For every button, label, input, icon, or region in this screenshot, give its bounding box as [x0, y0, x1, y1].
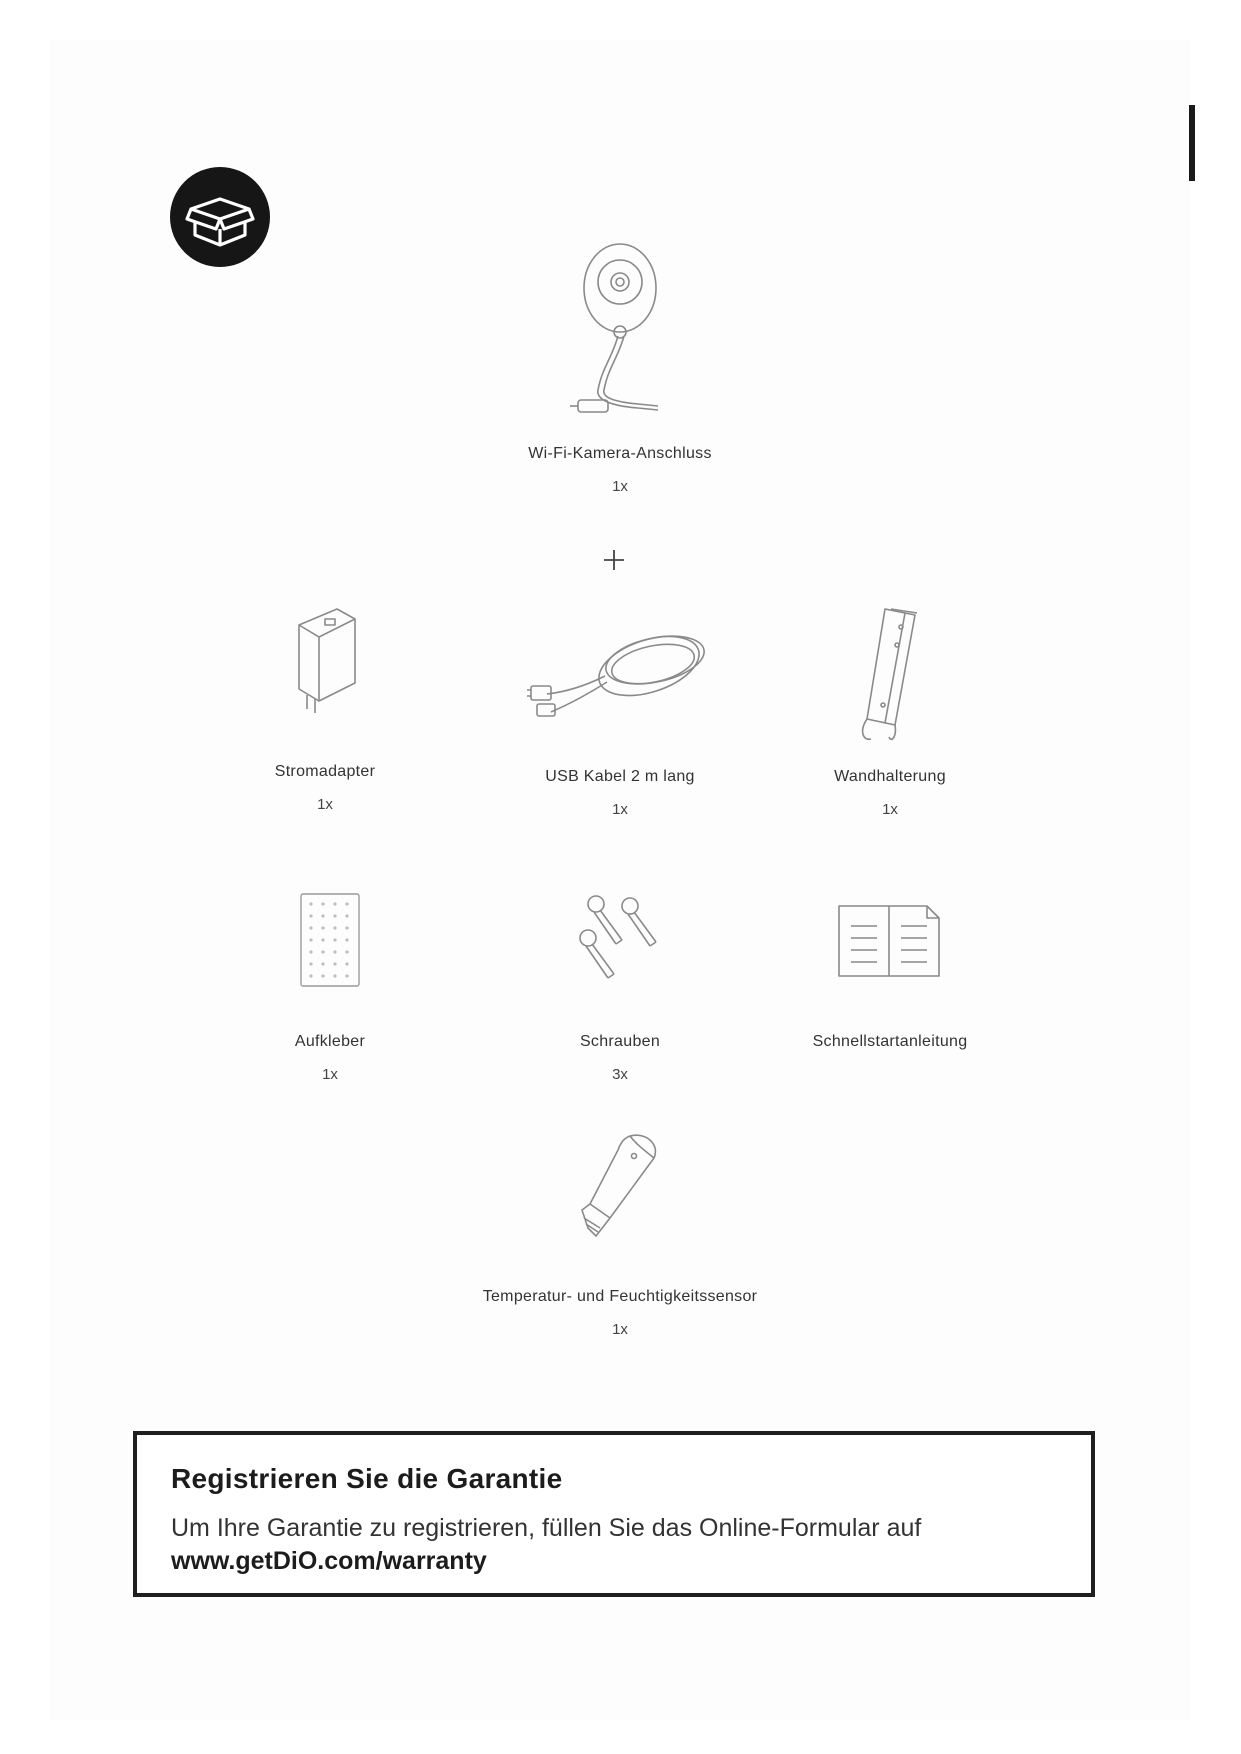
- item-label: Schnellstartanleitung: [812, 1033, 968, 1050]
- item-quantity: 1x: [317, 796, 333, 813]
- item-stickers: [235, 890, 425, 1090]
- item-usb-cable: [505, 620, 735, 820]
- item-quantity: 1x: [612, 1321, 628, 1338]
- usb-cable-icon: [525, 620, 715, 730]
- sticker-sheet-icon: [295, 890, 365, 990]
- item-quantity: 1x: [612, 478, 628, 495]
- item-temperature-humidity-sensor: [420, 1130, 820, 1345]
- warranty-instructions: Um Ihre Garantie zu registrieren, füllen Sie das Online-Formular auf: [171, 1514, 922, 1542]
- item-quantity: 1x: [322, 1066, 338, 1083]
- power-adapter-icon: [285, 605, 365, 715]
- wifi-camera-icon: [560, 240, 680, 420]
- page-edge-marker: [1189, 105, 1195, 181]
- item-wifi-camera: [470, 240, 770, 500]
- wall-mount-icon: [845, 605, 935, 745]
- quick-start-guide-icon: [835, 900, 945, 980]
- item-label: Temperatur- und Feuchtigkeitssensor: [482, 1288, 758, 1305]
- item-label: Wandhalterung: [834, 768, 946, 785]
- package-contents-icon: [170, 167, 270, 267]
- item-quick-start-guide: [790, 900, 990, 1060]
- warranty-registration-box: [133, 1431, 1095, 1597]
- item-label: Schrauben: [579, 1033, 661, 1050]
- item-power-adapter: [230, 605, 420, 815]
- item-screws: [525, 890, 715, 1090]
- item-label: Stromadapter: [274, 763, 376, 780]
- item-quantity: 1x: [882, 801, 898, 818]
- warranty-url-link[interactable]: www.getDiO.com/warranty: [171, 1547, 487, 1575]
- item-label: Aufkleber: [294, 1033, 366, 1050]
- screws-icon: [570, 890, 670, 990]
- temperature-humidity-sensor-icon: [560, 1130, 680, 1245]
- warranty-title: Registrieren Sie die Garantie: [171, 1463, 563, 1494]
- item-quantity: 3x: [612, 1066, 628, 1083]
- plus-icon: [602, 548, 626, 572]
- item-label: Wi-Fi-Kamera-Anschluss: [528, 445, 712, 462]
- item-wall-mount: [795, 605, 985, 820]
- item-quantity: 1x: [612, 801, 628, 818]
- item-label: USB Kabel 2 m lang: [545, 768, 695, 785]
